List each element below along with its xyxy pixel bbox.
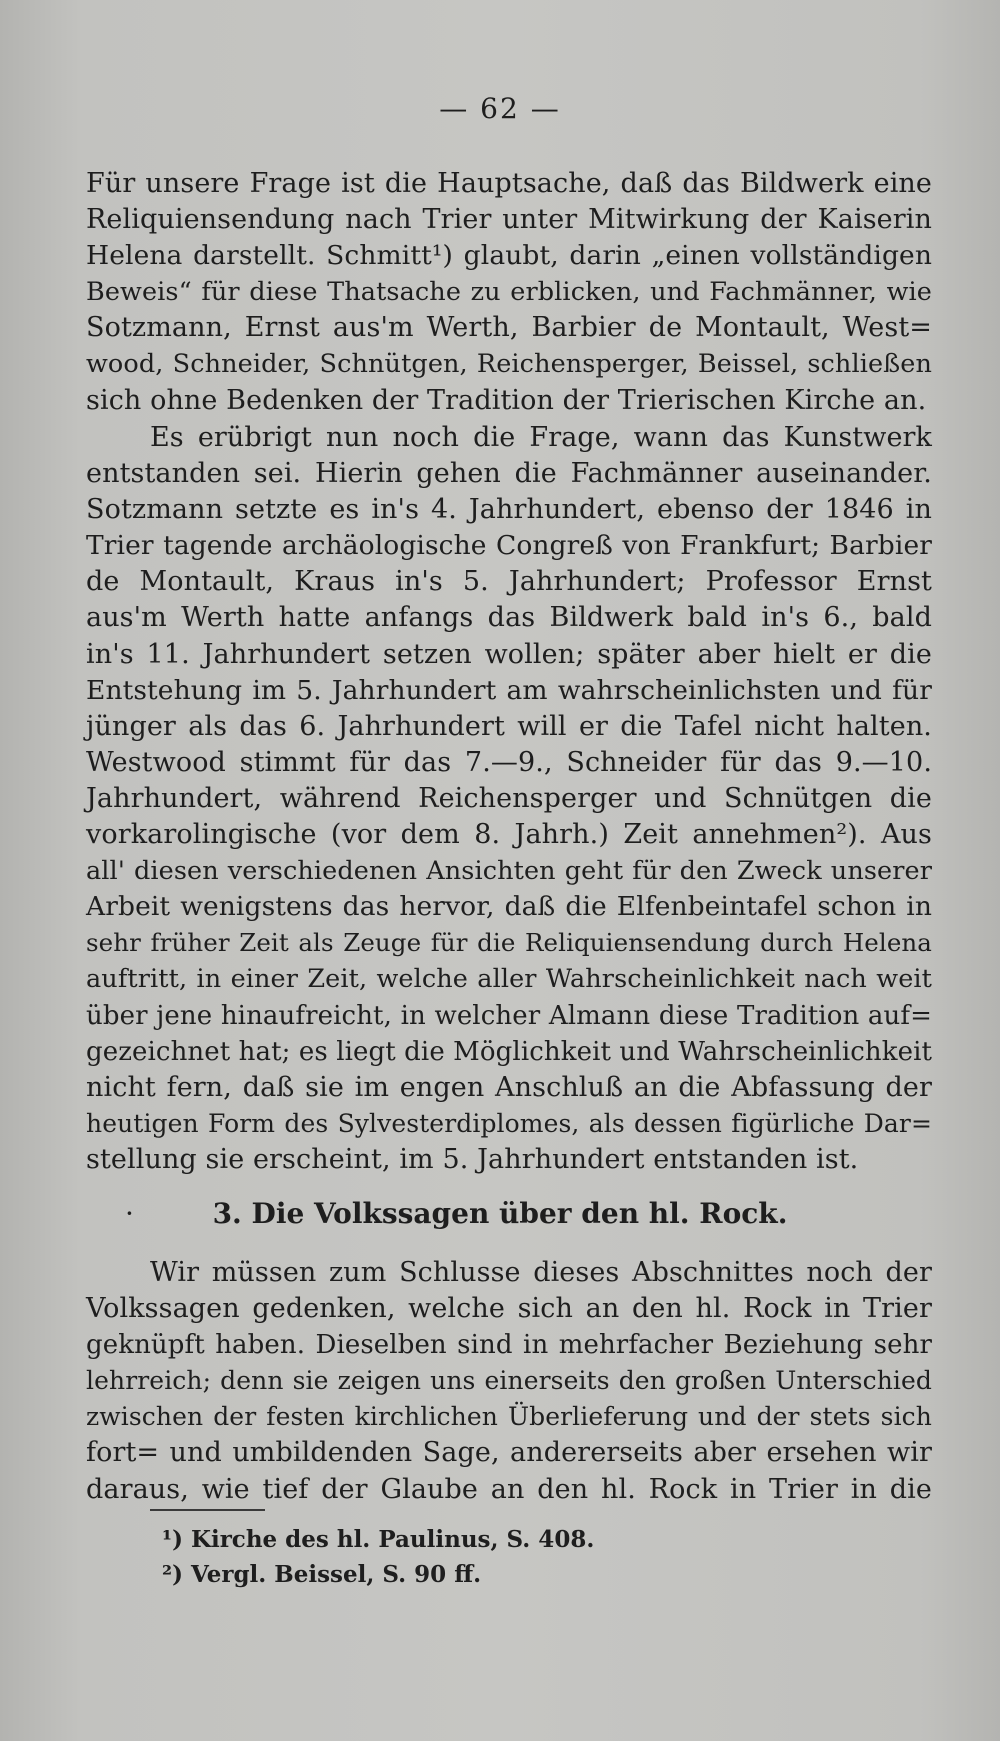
paragraph-2 — [86, 420, 932, 1178]
text-line: de Montault, Kraus in's 5. Jahrhundert; Professor Ernst — [86, 566, 932, 598]
text-line: Jahrhundert, während Reichensperger und Schnütgen die — [86, 782, 932, 814]
text-line: geknüpft haben. Dieselben sind in mehrfacher Beziehung sehr — [86, 1330, 932, 1361]
text-line: entstanden sei. Hierin gehen die Fachmänner auseinander. — [86, 458, 932, 490]
section-heading — [0, 1194, 1000, 1234]
text-line: vorkarolingische (vor dem 8. Jahrh.) Zeit annehmen²). Aus — [86, 819, 932, 851]
heading-mark: · — [125, 1197, 134, 1230]
text-line: daraus, wie tief der Glaube an den hl. Rock in Trier in die — [86, 1473, 932, 1505]
text-line: Westwood stimmt für das 7.—9., Schneider für das 9.—10. — [86, 746, 932, 778]
text-line: Arbeit wenigstens das hervor, daß die Elfenbeintafel schon in — [86, 891, 932, 923]
text-line: sich ohne Bedenken der Tradition der Trierischen Kirche an. — [86, 384, 927, 416]
text-line: in's 11. Jahrhundert setzen wollen; später aber hielt er die — [86, 638, 932, 670]
section-heading-text: 3. Die Volkssagen über den hl. Rock. — [212, 1197, 788, 1230]
text-line: wood, Schneider, Schnütgen, Reichensperger, Beissel, schließen — [86, 349, 932, 380]
text-line: stellung sie erscheint, im 5. Jahrhundert entstanden ist. — [86, 1143, 859, 1175]
text-line: Helena darstellt. Schmitt¹) glaubt, darin „einen vollständigen — [86, 240, 932, 272]
footnote-divider — [150, 1509, 265, 1511]
text-line: Beweis“ für diese Thatsache zu erblicken, und Fachmänner, wie — [86, 277, 932, 308]
text-line: Volkssagen gedenken, welche sich an den hl. Rock in Trier — [86, 1293, 932, 1325]
paragraph-1 — [86, 166, 932, 419]
text-line: auftritt, in einer Zeit, welche aller Wahrscheinlichkeit nach weit — [86, 964, 932, 995]
text-line: Trier tagende archäologische Congreß von Frankfurt; Barbier — [86, 530, 932, 562]
text-line: all' diesen verschiedenen Ansichten geht für den Zweck unserer — [86, 856, 932, 887]
paragraph-3 — [86, 1255, 932, 1508]
text-line: Entstehung im 5. Jahrhundert am wahrscheinlichsten und für — [86, 674, 932, 706]
text-line: fort= und umbildenden Sage, andererseits aber ersehen wir — [86, 1437, 932, 1469]
footnotes — [162, 1522, 862, 1592]
text-line: Sotzmann setzte es in's 4. Jahrhundert, ebenso der 1846 in — [86, 494, 932, 526]
text-line: Für unsere Frage ist die Hauptsache, daß das Bildwerk eine — [86, 168, 932, 199]
text-line: nicht fern, daß sie im engen Anschluß an die Abfassung der — [86, 1071, 932, 1103]
footnote-2: ²) Vergl. Beissel, S. 90 ff. — [162, 1561, 482, 1588]
text-line: Es erübrigt nun noch die Frage, wann das Kunstwerk — [150, 422, 932, 453]
text-line: Reliquiensendung nach Trier unter Mitwirkung der Kaiserin — [86, 204, 932, 236]
text-line: aus'm Werth hatte anfangs das Bildwerk bald in's 6., bald — [86, 602, 932, 634]
text-line: über jene hinaufreicht, in welcher Almann diese Tradition auf= — [86, 1000, 932, 1031]
footnote-1: ¹) Kirche des hl. Paulinus, S. 408. — [162, 1526, 595, 1553]
page-number: — 62 — — [439, 92, 561, 125]
text-line: Wir müssen zum Schlusse dieses Abschnittes noch der — [150, 1257, 932, 1288]
text-line: heutigen Form des Sylvesterdiplomes, als dessen figürliche Dar= — [86, 1108, 932, 1138]
text-line: lehrreich; denn sie zeigen uns einerseits den großen Unterschied — [86, 1366, 932, 1396]
text-line: Sotzmann, Ernst aus'm Werth, Barbier de Montault, West= — [86, 312, 932, 344]
text-line: sehr früher Zeit als Zeuge für die Reliquiensendung durch Helena — [86, 928, 932, 958]
text-line: gezeichnet hat; es liegt die Möglichkeit und Wahrscheinlichkeit — [86, 1036, 933, 1067]
text-line: zwischen der festen kirchlichen Überlieferung und der stets sich — [86, 1402, 932, 1432]
text-line: jünger als das 6. Jahrhundert will er die Tafel nicht halten. — [86, 710, 932, 742]
